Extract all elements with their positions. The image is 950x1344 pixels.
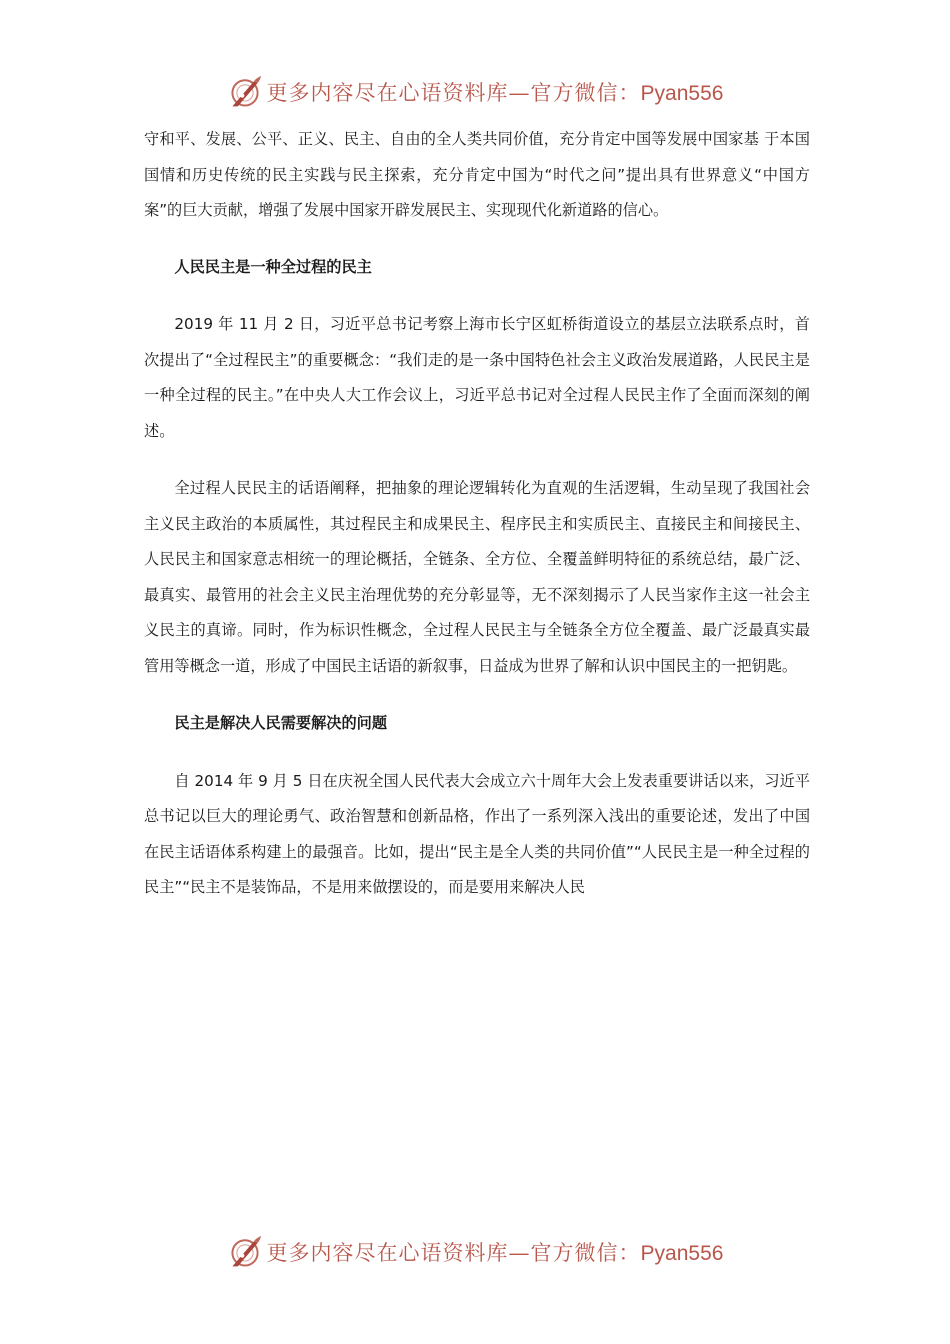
wechat-id: Pyan556 bbox=[640, 1242, 724, 1265]
watermark-text: 更多内容尽在心语资料库—官方微信：Pyan556 bbox=[266, 1241, 724, 1265]
watermark-text: 更多内容尽在心语资料库—官方微信：Pyan556 bbox=[266, 81, 724, 105]
wechat-id: Pyan556 bbox=[640, 82, 724, 105]
document-body bbox=[144, 122, 810, 906]
paragraph-2: 2019 年 11 月 2 日，习近平总书记考察上海市长宁区虹桥街道设立的基层立法联系点时，首次提出了“全过程民主”的重要概念：“我们走的是一条中国特色社会主义政治发展道路，人民民主是一种全过程的民主。”在中央人大工作会议上，习近平总书记对全过程人民民主作了全面而深刻的阐述。 bbox=[144, 315, 810, 440]
quill-logo-icon bbox=[227, 1234, 263, 1270]
paragraph-4: 自 2014 年 9 月 5 日在庆祝全国人民代表大会成立六十周年大会上发表重要讲话以来，习近平总书记以巨大的理论勇气、政治智慧和创新品格，作出了一系列深入浅出的重要论述，发出了中国在民主话语体系构建上的最强音。比如，提出“民主是全人类的共同价值”“人民民主是一种全过程的民主”“民主不是装饰品，不是用来做摆设的，而是要用来解决人民 bbox=[144, 771, 810, 896]
quill-logo-icon bbox=[227, 74, 263, 110]
paragraph-1: 守和平、发展、公平、正义、民主、自由的全人类共同价值，充分肯定中国等发展中国家基 于本国国情和历史传统的民主实践与民主探索，充分肯定中国为“时代之问”提出具有世界意义“中国方案”的巨大贡献，增强了发展中国家开辟发展民主、实现现代化新道路的信心。 bbox=[144, 130, 810, 219]
footer-watermark bbox=[0, 1230, 950, 1274]
section-heading-2: 民主是解决人民需要解决的问题 bbox=[174, 714, 388, 732]
section-heading-1: 人民民主是一种全过程的民主 bbox=[174, 257, 372, 276]
header-watermark bbox=[0, 70, 950, 114]
paragraph-3: 全过程人民民主的话语阐释，把抽象的理论逻辑转化为直观的生活逻辑，生动呈现了我国社会主义民主政治的本质属性，其过程民主和成果民主、程序民主和实质民主、直接民主和间接民主、人民民主和国家意志相统一的理论概括，全链条、全方位、全覆盖鲜明特征的系统总结，最广泛、最真实、最管用的社会主义民主治理优势的充分彰显等，无不深刻揭示了人民当家作主这一社会主义民主的真谛。同时，作为标识性概念，全过程人民民主与全链条全方位全覆盖、最广泛最真实最管用等概念一道，形成了中国民主话语的新叙事，日益成为世界了解和认识中国民主的一把钥匙。 bbox=[144, 479, 810, 675]
